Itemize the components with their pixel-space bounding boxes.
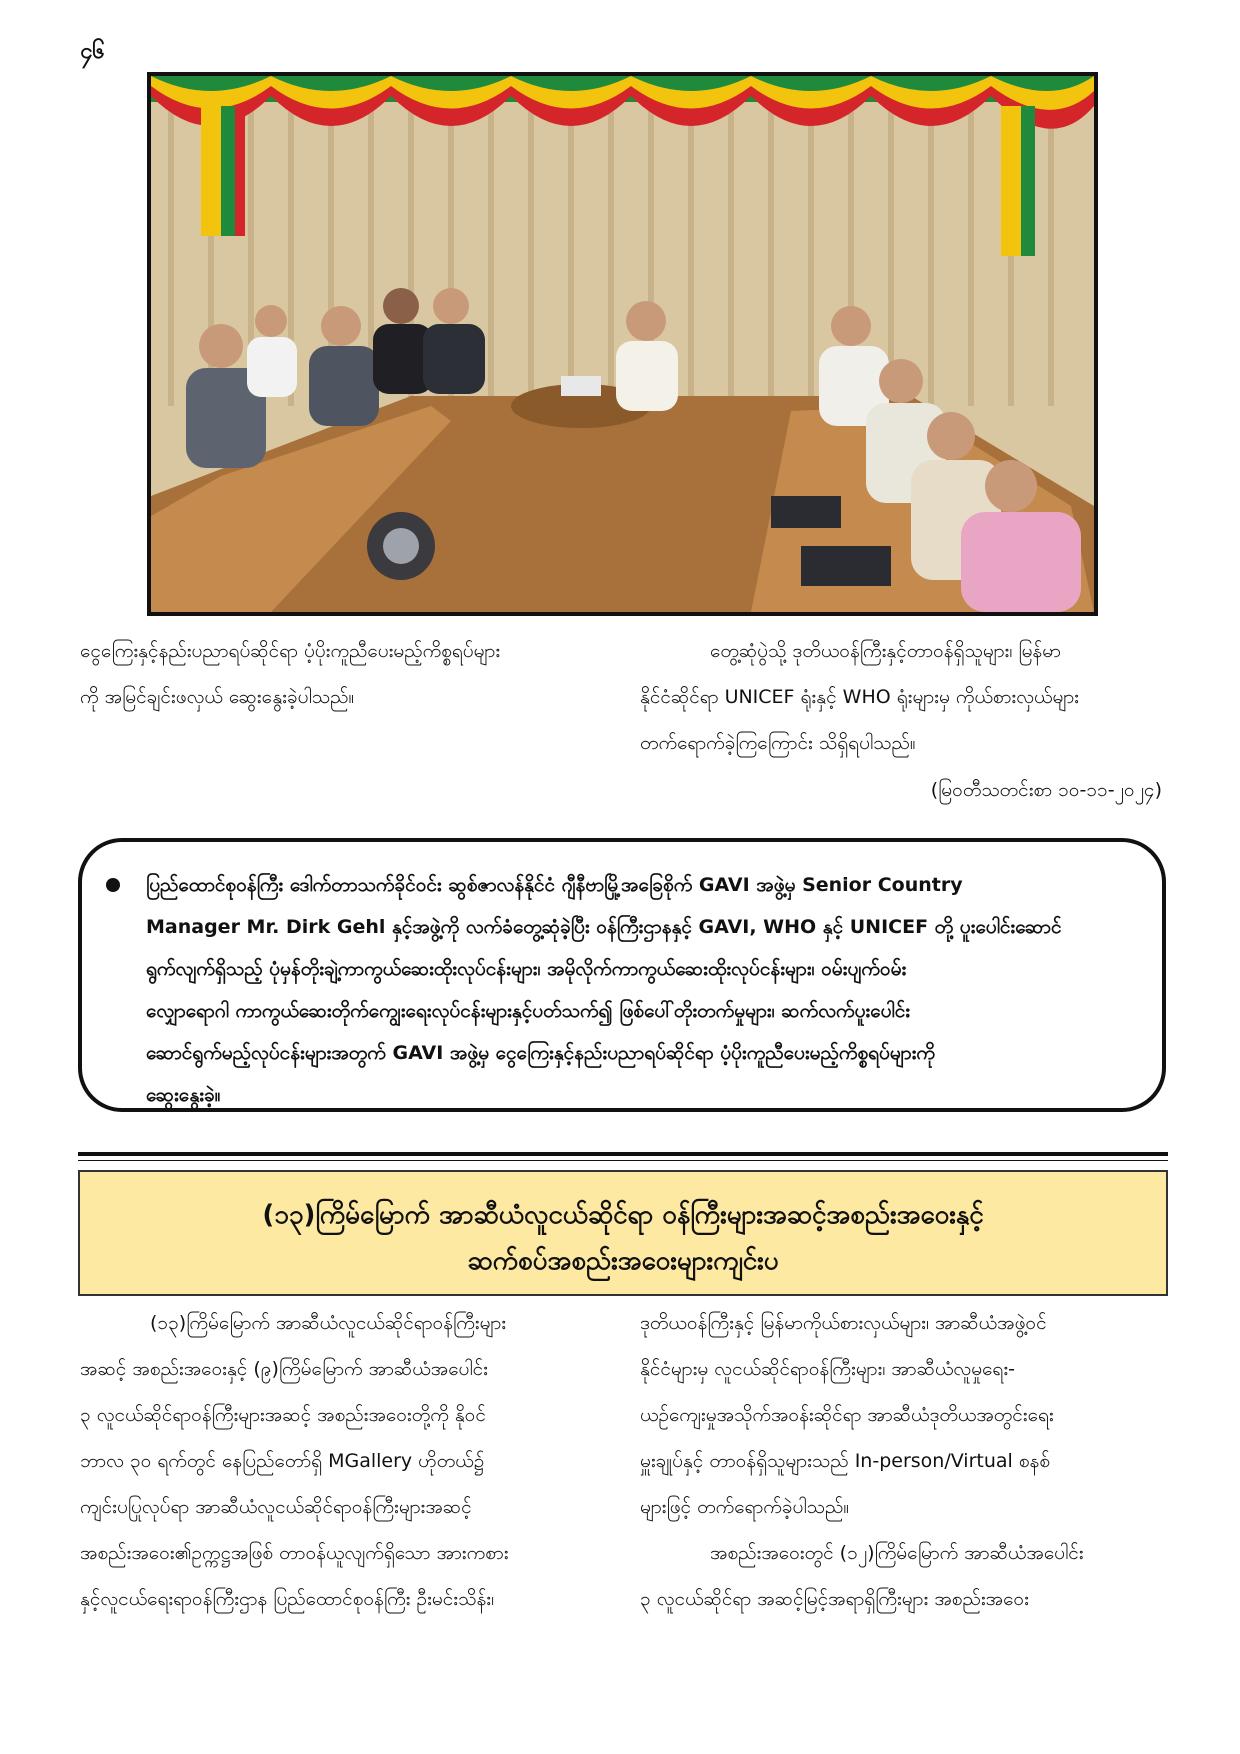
bullet-line: Manager Mr. Dirk Gehl နှင့်အဖွဲ့ကို လက်ခံတွေ့ဆုံခဲ့ပြီး ဝန်ကြီးဌာနနှင့် GAVI, WHO နှင့် UNICEF တို့ ပူးပေါင်းဆောင် (146, 916, 1062, 938)
photo-caption-left (80, 628, 608, 720)
section-body-right (640, 1300, 1162, 1622)
body-line: အစည်းအဝေးတွင် (၁၂)ကြိမ်မြောက် အာဆီယံအပေါင်း (710, 1542, 1084, 1564)
caption-right-line: နိုင်ငံဆိုင်ရာ UNICEF ရုံးနှင့် WHO ရုံးများမှ ကိုယ်စားလှယ်များ (640, 686, 1079, 708)
caption-right-line: တက်ရောက်ခဲ့ကြကြောင်း သိရှိရပါသည်။ (640, 732, 916, 754)
bulleted-news-box (78, 838, 1166, 1112)
page-number: ၄၆ (80, 39, 105, 64)
body-line: ၃ လူငယ်ဆိုင်ရာဝန်ကြီးများအဆင့် အစည်းအဝေးတို့ကို နိုဝင် (80, 1404, 486, 1426)
meeting-photo (147, 72, 1098, 616)
bullet-line: ဆောင်ရွက်မည့်လုပ်ငန်းများအတွက် GAVI အဖွဲ့မှ ငွေကြေးနှင့်နည်းပညာရပ်ဆိုင်ရာ ပံ့ပိုးကူညီပေးမည့်ကိစ္စရပ်များကို (146, 1042, 935, 1064)
caption-left-line: ငွေကြေးနှင့်နည်းပညာရပ်ဆိုင်ရာ ပံ့ပိုးကူညီပေးမည့်ကိစ္စရပ်များ (80, 640, 501, 662)
section-body-left (80, 1300, 608, 1622)
bullet-line: ဆွေးနွေးခဲ့။ (146, 1084, 221, 1106)
section-title-line-2: ဆက်စပ်အစည်းအဝေးများကျင်းပ (467, 1246, 779, 1276)
body-line: ၃ လူငယ်ဆိုင်ရာ အဆင့်မြင့်အရာရှိကြီးများ အစည်းအဝေး (640, 1588, 1029, 1610)
bullet-icon (106, 878, 120, 892)
body-line: နိုင်ငံများမှ လူငယ်ဆိုင်ရာဝန်ကြီးများ၊ အာဆီယံလူမှုရေး- (640, 1358, 1015, 1380)
body-line: ဒုတိယဝန်ကြီးနှင့် မြန်မာကိုယ်စားလှယ်များ၊ အာဆီယံအဖွဲ့ဝင် (640, 1312, 1047, 1334)
caption-left-line: ကို အမြင်ချင်းဖလှယ် ဆွေးနွေးခဲ့ပါသည်။ (80, 686, 355, 708)
body-line: (၁၃)ကြိမ်မြောက် အာဆီယံလူငယ်ဆိုင်ရာဝန်ကြီးများ (150, 1312, 507, 1334)
section-divider (78, 1152, 1168, 1156)
body-line: နှင့်လူငယ်ရေးရာဝန်ကြီးဌာန ပြည်ထောင်စုဝန်ကြီး ဦးမင်းသိန်း၊ (80, 1588, 495, 1610)
body-line: အစည်းအဝေး၏ဥက္ကဋ္ဌအဖြစ် တာဝန်ယူလျက်ရှိသော အားကစား (80, 1542, 509, 1564)
body-line: ဘာလ ၃၀ ရက်တွင် နေပြည်တော်ရှိ MGallery ဟိုတယ်၌ (80, 1450, 485, 1472)
section-divider-thin (78, 1160, 1168, 1161)
caption-right-line: တွေ့ဆုံပွဲသို့ ဒုတိယဝန်ကြီးနှင့်တာဝန်ရှိသူများ၊ မြန်မာ (710, 640, 1061, 662)
body-line: များဖြင့် တက်ရောက်ခဲ့ပါသည်။ (640, 1496, 850, 1518)
section-title-line-1: (၁၃)ကြိမ်မြောက် အာဆီယံလူငယ်ဆိုင်ရာ ဝန်ကြီးများအဆင့်အစည်းအဝေးနှင့် (262, 1200, 984, 1230)
body-line: အဆင့် အစည်းအဝေးနှင့် (၉)ကြိမ်မြောက် အာဆီယံအပေါင်း (80, 1358, 488, 1380)
bullet-line: လျှောရောဂါ ကာကွယ်ဆေးတိုက်ကျွေးရေးလုပ်ငန်းများနှင့်ပတ်သက်၍ ဖြစ်ပေါ်တိုးတက်မှုများ၊ ဆက်လက်ပူးပေါင်း (146, 1000, 911, 1022)
bullet-line: ပြည်ထောင်စုဝန်ကြီး ဒေါက်တာသက်ခိုင်ဝင်း ဆွစ်ဇာလန်နိုင်ငံ ဂျီနီဗာမြို့အခြေစိုက် GAVI အဖွဲ့မှ Senior Country (146, 874, 963, 896)
body-line: ကျင်းပပြုလုပ်ရာ အာဆီယံလူငယ်ဆိုင်ရာဝန်ကြီးများအဆင့် (80, 1496, 472, 1518)
news-source-citation: (မြဝတီသတင်းစာ ၁၀-၁၁-၂၀၂၄) (930, 779, 1162, 801)
section-heading (78, 1170, 1168, 1296)
photo-caption-right (640, 628, 1162, 766)
meeting-photo-illustration (151, 76, 1094, 612)
body-line: မှူးချုပ်နှင့် တာဝန်ရှိသူများသည် In-person/Virtual စနစ် (640, 1450, 1051, 1472)
bullet-line: ရွက်လျက်ရှိသည့် ပုံမှန်တိုးချဲ့ကာကွယ်ဆေးထိုးလုပ်ငန်းများ၊ အမိုလိုက်ကာကွယ်ဆေးထိုးလုပ်ငန်းများ၊ ဝမ်းပျက်ဝမ်း (146, 958, 907, 980)
body-line: ယဉ်ကျေးမှုအသိုက်အဝန်းဆိုင်ရာ အာဆီယံဒုတိယအတွင်းရေး (640, 1404, 1054, 1426)
